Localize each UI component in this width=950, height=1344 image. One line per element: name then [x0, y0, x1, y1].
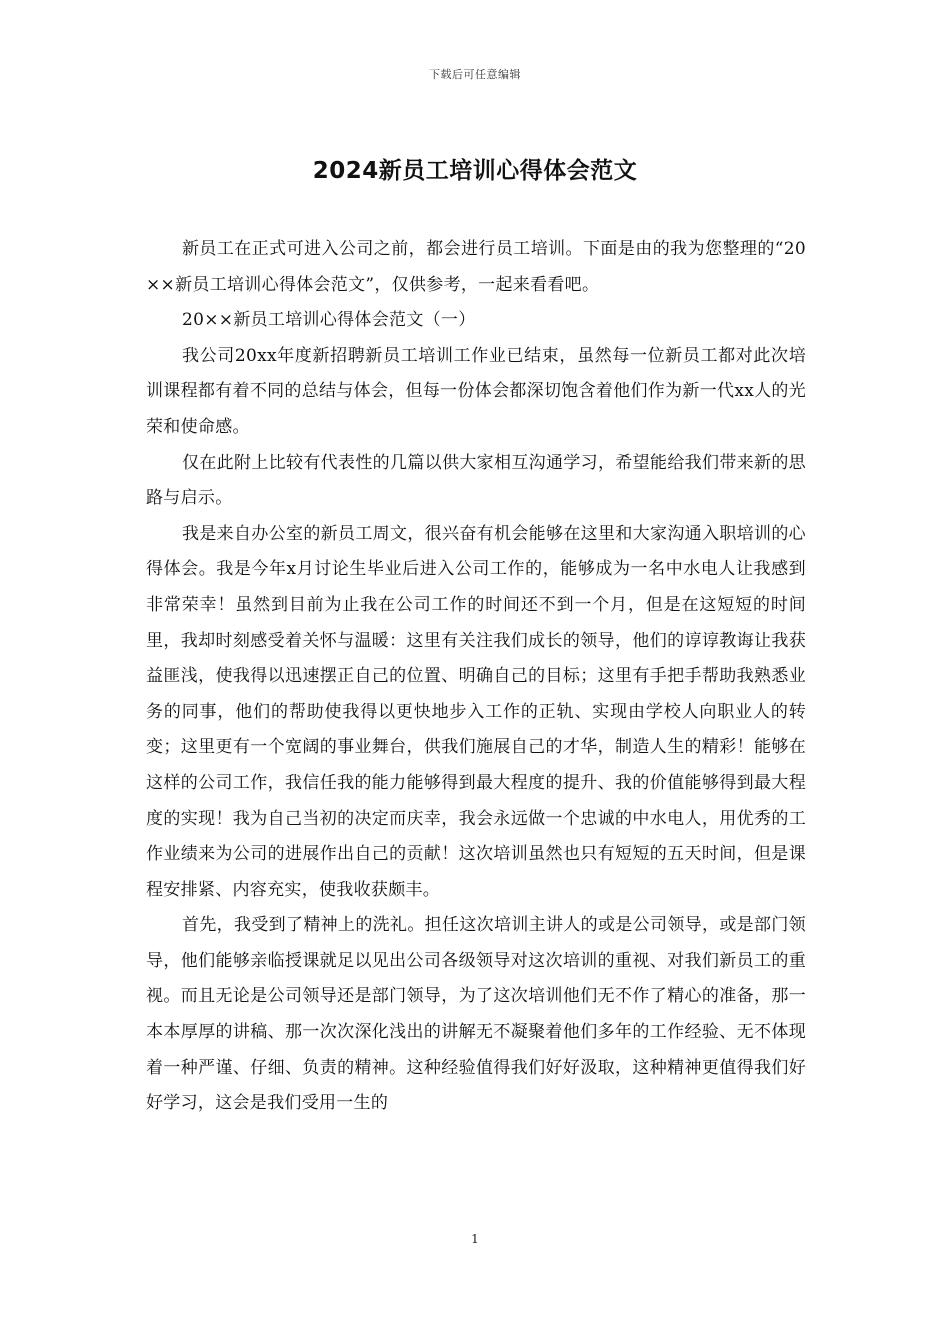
page-number: 1 — [471, 1232, 479, 1246]
header-note: 下载后可任意编辑 — [429, 68, 521, 81]
document-title: 2024新员工培训心得体会范文 — [312, 158, 638, 184]
paragraph: 首先，我受到了精神上的洗礼。担任这次培训主讲人的或是公司领导，或是部门领导，他们能够亲临授课就足以见出公司各级领导对这次培训的重视、对我们新员工的重视。而且无论是公司领导还是部门领导，为了这次培训他们无不作了精心的准备，那一本本厚厚的讲稿、那一次次深化浅出的讲解无不凝聚着他们多年的工作经验、无不体现着一种严谨、仔细、负责的精神。这种经验值得我们好好汲取，这种精神更值得我们好好学习，这会是我们受用一生的 — [146, 915, 806, 1114]
paragraph: 我公司20xx年度新招聘新员工培训工作业已结束，虽然每一位新员工都对此次培训课程都有着不同的总结与体会，但每一份体会都深切饱含着他们作为新一代xx人的光荣和使命感。 — [146, 345, 806, 437]
section-heading: 20××新员工培训心得体会范文（一） — [182, 310, 476, 331]
paragraph: 新员工在正式可进入公司之前，都会进行员工培训。下面是由的我为您整理的“20××新员工培训心得体会范文”，仅供参考，一起来看看吧。 — [146, 239, 806, 295]
document-body — [146, 232, 806, 1122]
paragraph: 仅在此附上比较有代表性的几篇以供大家相互沟通学习，希望能给我们带来新的思路与启示。 — [146, 452, 806, 509]
paragraph: 我是来自办公室的新员工周文，很兴奋有机会能够在这里和大家沟通入职培训的心得体会。我是今年x月讨论生毕业后进入公司工作的，能够成为一名中水电人让我感到非常荣幸！虽然到目前为止我在公司工作的时间还不到一个月，但是在这短短的时间里，我却时刻感受着关怀与温暖：这里有关注我们成长的领导，他们的谆谆教诲让我获益匪浅，使我得以迅速摆正自己的位置、明确自己的目标；这里有手把手帮助我熟悉业务的同事，他们的帮助使我得以更快地步入工作的正轨、实现由学校人向职业人的转变；这里更有一个宽阔的事业舞台，供我们施展自己的才华，制造人生的精彩！能够在这样的公司工作，我信任我的能力能够得到最大程度的提升、我的价值能够得到最大程度的实现！我为自己当初的决定而庆幸，我会永远做一个忠诚的中水电人，用优秀的工作业绩来为公司的进展作出自己的贡献！这次培训虽然也只有短短的五天时间，但是课程安排紧、内容充实，使我收获颇丰。 — [146, 523, 806, 900]
